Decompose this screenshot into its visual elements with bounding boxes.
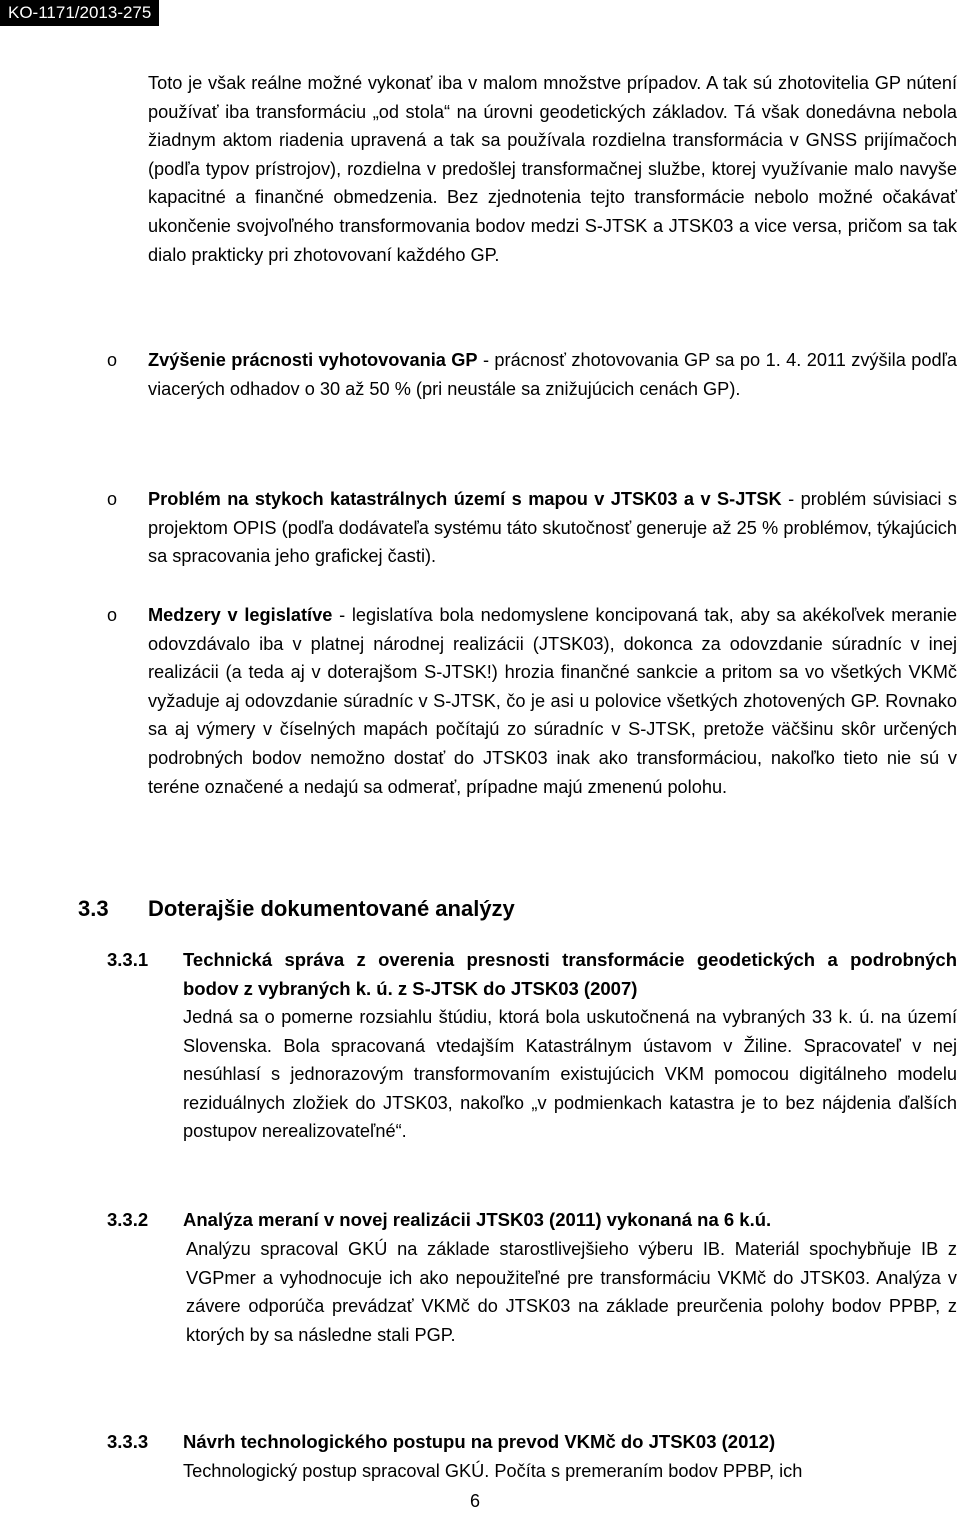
bullet-item	[148, 485, 957, 571]
subsection-body: Technologický postup spracoval GKÚ. Počíta s premeraním bodov PPBP, ich	[183, 1461, 803, 1481]
bullet-marker: o	[107, 489, 118, 509]
subsection-number: 3.3.1	[107, 949, 149, 970]
subsection-body: Analýzu spracoval GKÚ na základe starostlivejšieho výberu IB. Materiál spochybňuje IB z VGPmer a vyhodnocuje ich ako nepoužiteľné pre transformáciu VKMč do JTSK03. Analýza v závere odporúča prevádzať VKMč do JTSK03 na základe preurčenia polohy bodov PPBP, z ktorých by sa následne stali PGP.	[186, 1239, 957, 1345]
section-number: 3.3	[78, 896, 109, 921]
subsection-number: 3.3.3	[107, 1431, 149, 1452]
bullet-heading: Problém na stykoch katastrálnych území s mapou v JTSK03 a v S-JTSK	[148, 489, 782, 509]
intro-paragraph: Toto je však reálne možné vykonať iba v malom množstve prípadov. A tak sú zhotovitelia GP nútení používať iba transformáciu „od stola“ na úrovni geodetických základov. Tá však donedávna nebola žiadnym aktom riadenia upravená a tak sa používala rozdielna transformácia v GNSS prijímačoch (podľa typov prístrojov), rozdielna v predošlej transformačnej službe, ktorej využívanie malo navyše kapacitné a finančné obmedzenia. Bez zjednotenia tejto transformácie nebolo možné očakávať ukončenie svojvoľného transformovania bodov medzi S-JTSK a JTSK03 a vice versa, pričom sa tak dialo prakticky pri zhotovovaní každého GP.	[148, 73, 957, 265]
section-title: Doterajšie dokumentované analýzy	[148, 896, 515, 921]
subsection-title: Analýza meraní v novej realizácii JTSK03 (2011) vykonaná na 6 k.ú.	[183, 1209, 772, 1230]
bullet-heading: Zvýšenie prácnosti vyhotovovania GP	[148, 350, 478, 370]
bullet-marker: o	[107, 350, 118, 370]
page-number: 6	[470, 1491, 481, 1511]
bullet-text: - prácnosť zhotovovania GP sa po 1. 4. 2011 zvýšila podľa viacerých odhadov o 30 až 50 % (pri neustále sa znižujúcich cenách GP).	[148, 350, 957, 399]
bullet-marker: o	[107, 605, 118, 625]
bullet-heading: Medzery v legislatíve	[148, 605, 333, 625]
bullet-text: - problém súvisiaci s projektom OPIS (podľa dodávateľa systému táto skutočnosť generuje až 25 % problémov, týkajúcich sa spracovania jeho grafickej časti).	[148, 489, 957, 567]
subsection-title: Návrh technologického postupu na prevod VKMč do JTSK03 (2012)	[183, 1431, 776, 1452]
subsection-body: Jedná sa o pomerne rozsiahlu štúdiu, ktorá bola uskutočnená na vybraných 33 k. ú. na území Slovenska. Bola spracovaná vtedajším Katastrálnym ústavom v Žiline. Spracovateľ v nej nesúhlasí s jednorazovým transformovaním existujúcich VKM pomocou digitálneho modelu reziduálnych zložiek do JTSK03, nakoľko „v podmienkach katastra je to bez nájdenia ďalších postupov nerealizovateľné“.	[183, 1007, 957, 1142]
subsection-title: Technická správa z overenia presnosti transformácie geodetických a podrobných bodov z vybraných k. ú. z S-JTSK do JTSK03 (2007)	[183, 949, 957, 999]
document-id-header: KO-1171/2013-275	[0, 0, 159, 26]
bullet-text: - legislatíva bola nedomyslene koncipovaná tak, aby sa akékoľvek meranie odovzdávalo iba v platnej národnej realizácii (JTSK03), dokonca za odovzdanie súradníc v inej realizácii (a teda aj v doterajšom S-JTSK!) hrozia finančné sankcie a pritom sa vo všetkých VKMč vyžaduje aj odovzdanie súradníc v S-JTSK, čo je asi u polovice všetkých zhotovených GP. Rovnako sa aj výmery v číselných mapách počítajú zo súradníc v S-JTSK, pretože väčšinu skôr určených podrobných bodov nemožno dostať do JTSK03 inak ako transformáciou, nakoľko tieto nie sú v teréne označené a nedajú sa odmerať, prípadne majú zmenenú polohu.	[148, 605, 958, 797]
bullet-item	[148, 601, 957, 801]
bullet-item	[148, 346, 957, 403]
subsection-number: 3.3.2	[107, 1209, 149, 1230]
